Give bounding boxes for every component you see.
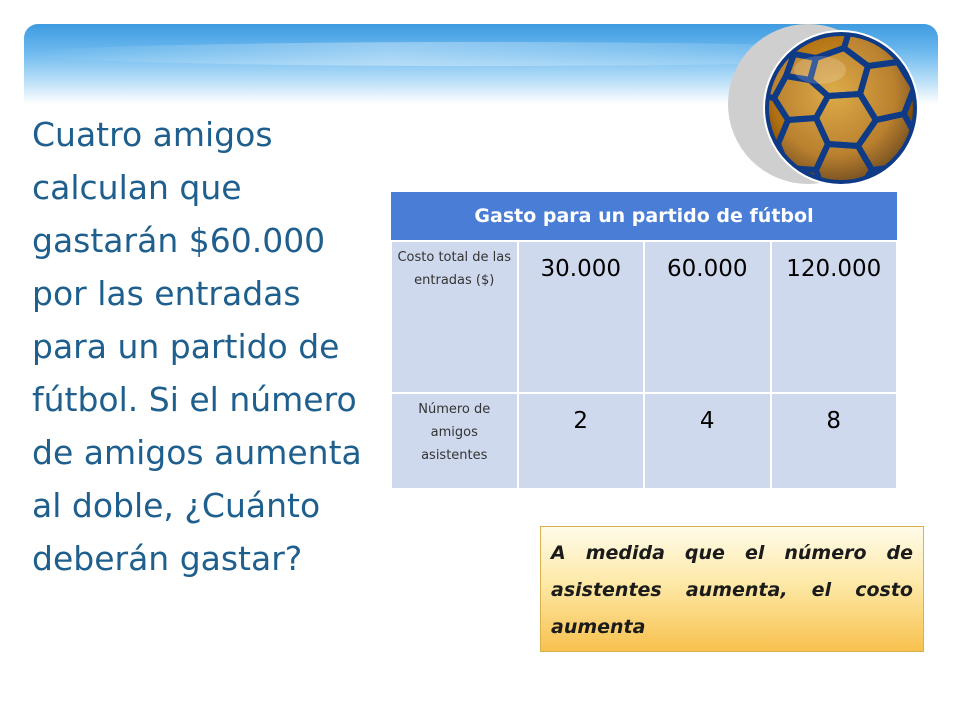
- cell-value: 4: [644, 393, 771, 489]
- cell-value: 30.000: [518, 241, 645, 393]
- cell-value: 60.000: [644, 241, 771, 393]
- expense-table: [390, 192, 898, 490]
- table-title: Gasto para un partido de fútbol: [391, 192, 897, 241]
- row-label-cost: Costo total de las entradas ($): [391, 241, 518, 393]
- table-row: [391, 241, 897, 393]
- table-row: [391, 393, 897, 489]
- problem-statement: Cuatro amigos calculan que gastarán $60.000 por las entradas para un partido de fútbol. Si el número de amigos aumenta al doble, ¿Cuánto deberán gastar?: [32, 115, 362, 578]
- soccer-ball-icon: [728, 18, 928, 196]
- cell-value: 8: [771, 393, 898, 489]
- cell-value: 2: [518, 393, 645, 489]
- cell-value: 120.000: [771, 241, 898, 393]
- row-label-attendees: Número de amigos asistentes: [391, 393, 518, 489]
- conclusion-box: A medida que el número de asistentes aumenta, el costo aumenta: [540, 526, 924, 652]
